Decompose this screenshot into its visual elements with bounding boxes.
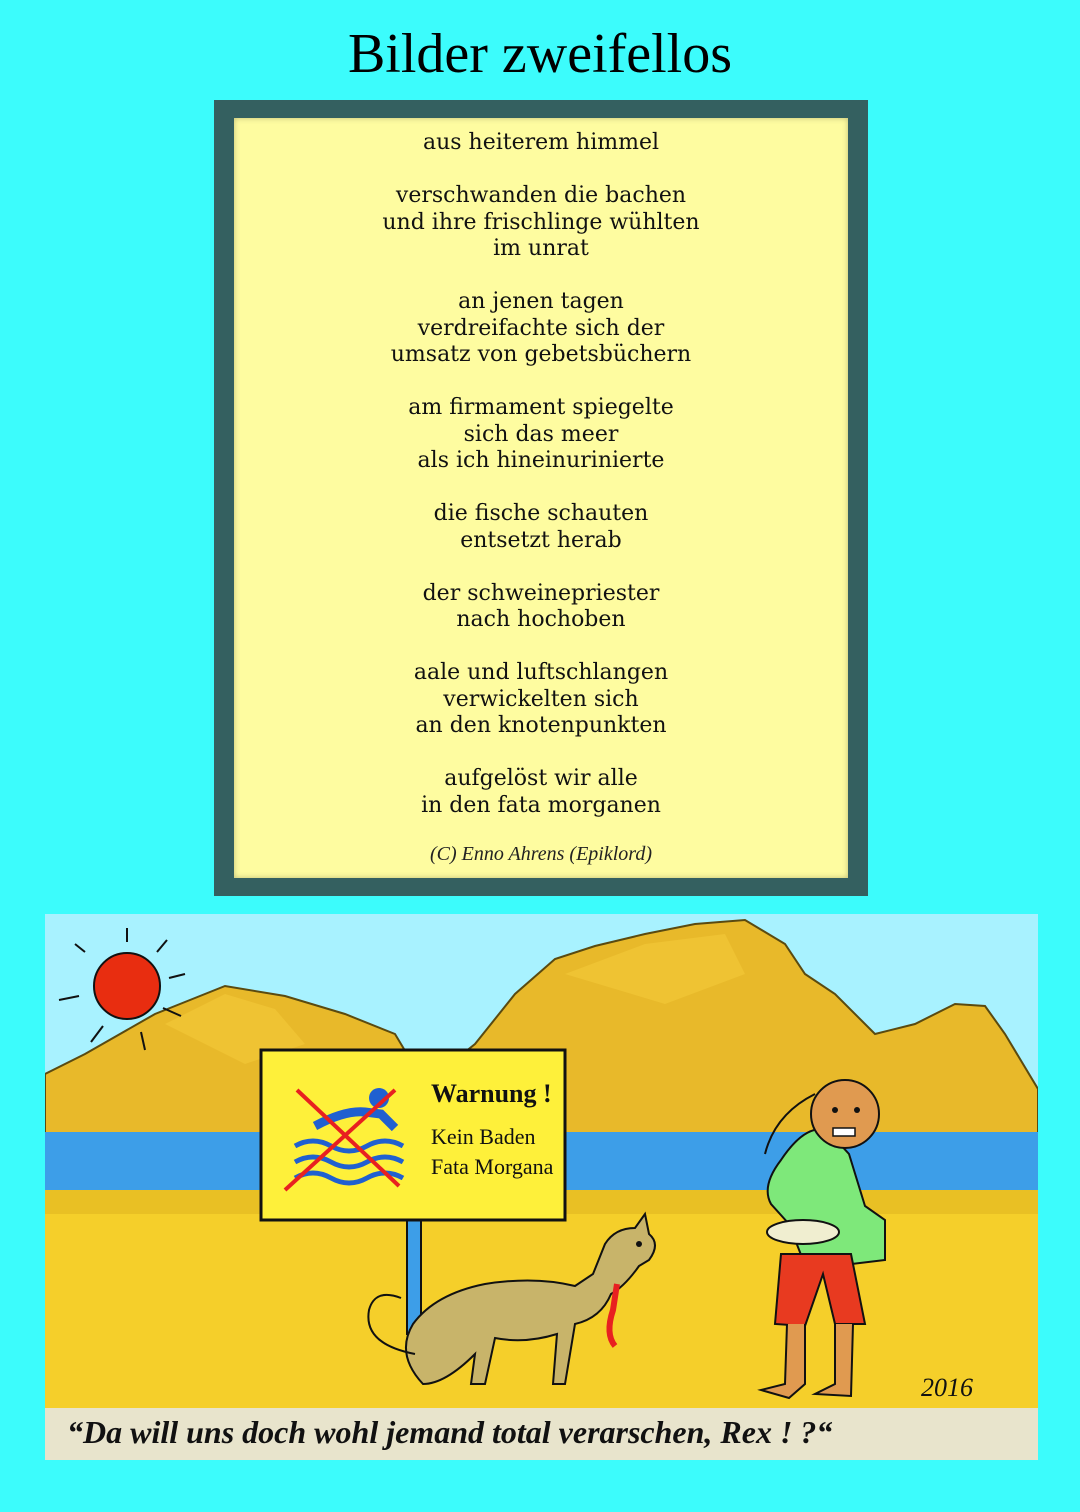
poem-line: an jenen tagen [458, 289, 624, 314]
sun-icon [94, 953, 160, 1019]
poem-stanza [234, 660, 848, 740]
sign-line-2: Fata Morgana [431, 1154, 554, 1179]
poem-line: aufgelöst wir alle [444, 766, 638, 791]
poem-line: entsetzt herab [460, 527, 622, 553]
poem-stanza [234, 395, 848, 475]
cartoon-illustration [45, 914, 1038, 1460]
poem-frame [214, 100, 868, 896]
poem-paper [234, 118, 848, 878]
poem-copyright: (C) Enno Ahrens (Epiklord) [429, 843, 652, 865]
sign-line-1: Kein Baden [431, 1124, 536, 1149]
sign-heading: Warnung ! [431, 1079, 552, 1108]
artist-signature: 2016 [921, 1373, 973, 1402]
poem-line: aus heiterem himmel [422, 130, 660, 155]
poem-body [234, 130, 848, 846]
poem-line: aale und luftschlangen [413, 660, 669, 685]
poem-line: verwickelten sich [443, 686, 639, 712]
cartoon-scene [45, 914, 1038, 1460]
poem-line: am firmament spiegelte [408, 395, 674, 420]
poem-line: an den knotenpunkten [415, 713, 667, 738]
poem-line: als ich hineinurinierte [417, 448, 665, 473]
poem-stanza [234, 766, 848, 819]
poem-line: verdreifachte sich der [417, 315, 665, 341]
poem-line: nach hochoben [456, 607, 626, 632]
poem-line: sich das meer [463, 421, 619, 447]
caption-bar [45, 1408, 1038, 1460]
poem-stanza [234, 130, 848, 157]
cartoon-caption: “Da will uns doch wohl jemand total verarschen, Rex ! ?“ [67, 1414, 833, 1450]
poem-stanza [234, 501, 848, 554]
poem-line: im unrat [493, 236, 589, 261]
poem-line: verschwanden die bachen [395, 183, 687, 208]
poem-stanza [234, 289, 848, 369]
poem-stanza [234, 581, 848, 634]
poem-line: in den fata morganen [421, 792, 661, 818]
poem-line: umsatz von gebetsbüchern [390, 342, 692, 367]
poem-line: und ihre frischlinge wühlten [382, 209, 700, 235]
poem-line: die fische schauten [433, 501, 649, 526]
page-title: Bilder zweifellos [347, 23, 733, 85]
poem-line: der schweinepriester [422, 580, 660, 606]
poem-stanza [234, 183, 848, 263]
